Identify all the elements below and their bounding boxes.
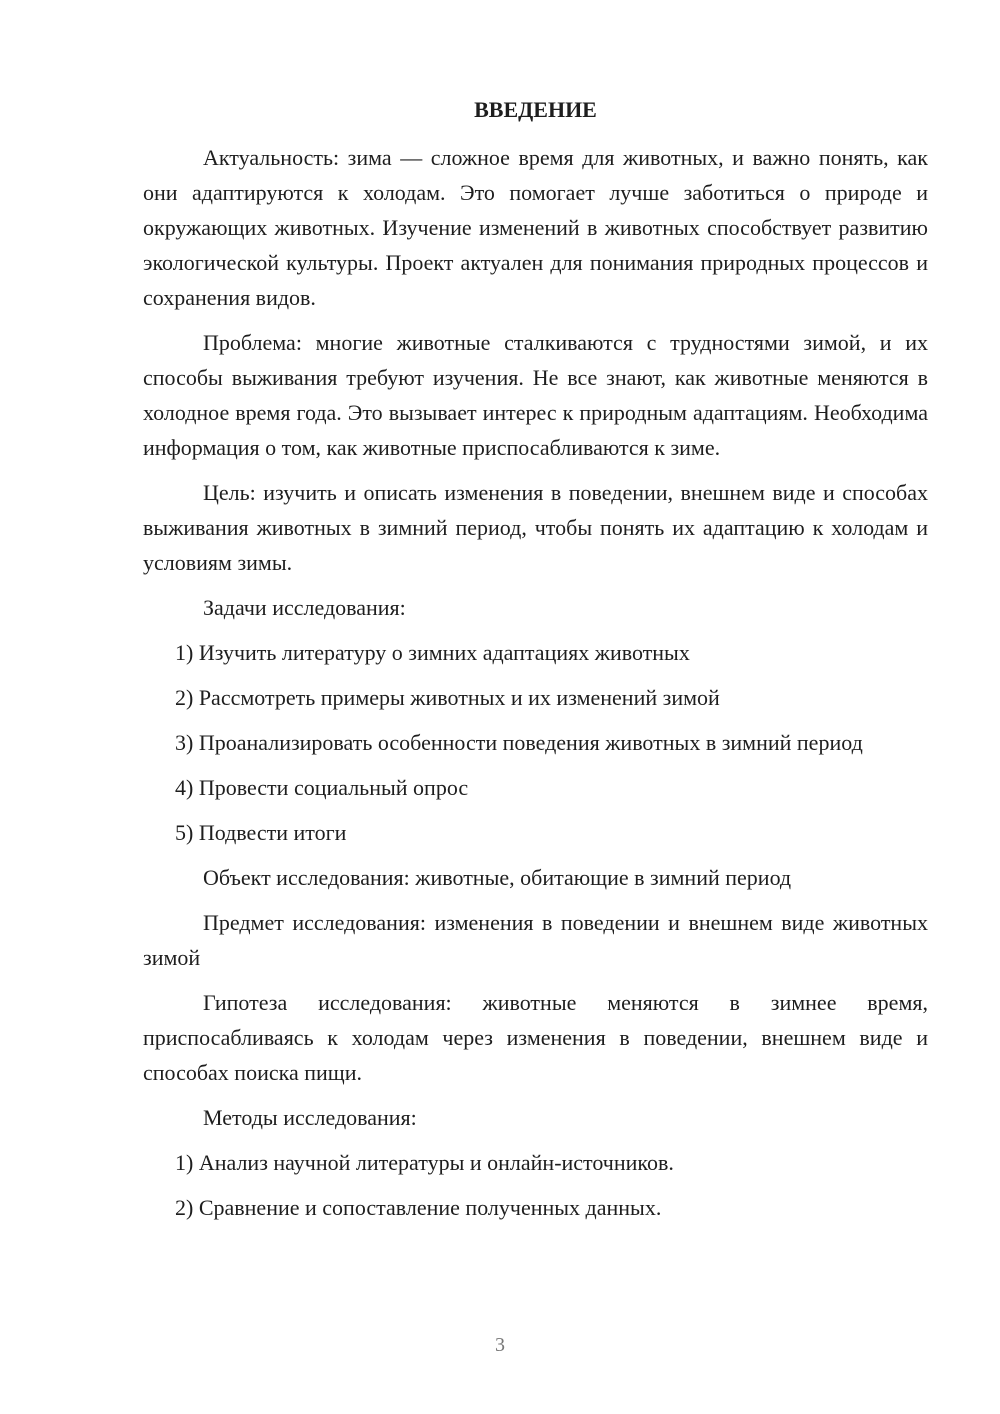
hypothesis-paragraph: Гипотеза исследования: животные меняются в зимнее время, приспосабливаясь к холодам через изменения в поведении, внешнем виде и способах поиска пищи.	[143, 990, 928, 1085]
page-heading: ВВЕДЕНИЕ	[474, 97, 597, 122]
object-paragraph: Объект исследования: животные, обитающие в зимний период	[203, 865, 792, 890]
page-content	[143, 96, 928, 1225]
task-item: 1) Изучить литературу о зимних адаптациях животных	[175, 640, 690, 665]
task-item: 5) Подвести итоги	[175, 820, 347, 845]
relevance-paragraph: Актуальность: зима — сложное время для животных, и важно понять, как они адаптируются к холодам. Это помогает лучше заботиться о природе и окружающих животных. Изучение изменений в животных способствует развитию экологической культуры. Проект актуален для понимания природных процессов и сохранения видов.	[143, 145, 928, 310]
task-item: 2) Рассмотреть примеры животных и их изменений зимой	[175, 685, 720, 710]
goal-paragraph: Цель: изучить и описать изменения в поведении, внешнем виде и способах выживания животных в зимний период, чтобы понять их адаптацию к холодам и условиям зимы.	[143, 480, 928, 575]
task-item: 4) Провести социальный опрос	[175, 775, 469, 800]
subject-paragraph: Предмет исследования: изменения в поведении и внешнем виде животных зимой	[143, 910, 928, 970]
methods-title: Методы исследования:	[203, 1105, 417, 1130]
method-item: 1) Анализ научной литературы и онлайн-источников.	[175, 1150, 674, 1175]
tasks-title: Задачи исследования:	[203, 595, 406, 620]
method-item: 2) Сравнение и сопоставление полученных данных.	[175, 1195, 662, 1220]
page-number: 3	[495, 1334, 505, 1356]
task-item: 3) Проанализировать особенности поведения животных в зимний период	[175, 730, 863, 755]
problem-paragraph: Проблема: многие животные сталкиваются с трудностями зимой, и их способы выживания требуют изучения. Не все знают, как животные меняются в холодное время года. Это вызывает интерес к природным адаптациям. Необходима информация о том, как животные приспосабливаются к зиме.	[143, 330, 928, 460]
